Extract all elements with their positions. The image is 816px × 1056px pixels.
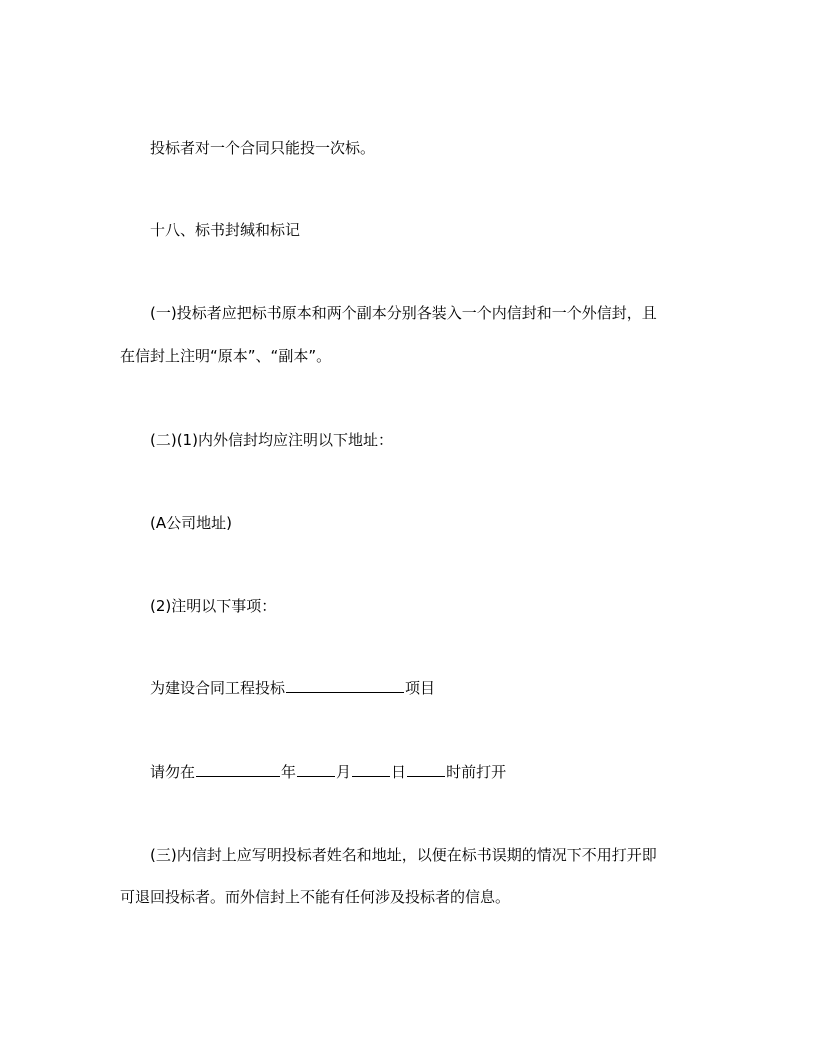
paragraph-single-bid: 投标者对一个合同只能投一次标。 [150,139,376,157]
paragraph-inner-envelope-line2: 可退回投标者。而外信封上不能有任何涉及投标者的信息。 [120,888,511,906]
do-not-open-line [150,762,506,782]
company-address: (A公司地址) [150,514,232,532]
paragraph-address-note: (二)(1)内外信封均应注明以下地址： [150,431,393,449]
paragraph-envelopes-line1: (一)投标者应把标书原本和两个副本分别各装入一个内信封和一个外信封，且 [150,304,657,322]
section-heading: 十八、标书封缄和标记 [150,221,301,239]
paragraph-items-note: (2)注明以下事项： [150,597,277,615]
day-label: 日 [391,763,407,781]
year-label: 年 [281,763,297,781]
do-not-open-prefix: 请勿在 [150,763,196,781]
bid-project-prefix: 为建设合同工程投标 [150,679,286,697]
hour-blank [407,762,445,777]
do-not-open-suffix: 时前打开 [446,763,507,781]
project-name-blank [286,678,404,693]
paragraph-envelopes-line2: 在信封上注明“原本”、“副本”。 [120,347,332,365]
year-blank [196,762,280,777]
bid-project-suffix: 项目 [405,679,436,697]
month-label: 月 [336,763,352,781]
day-blank [352,762,390,777]
month-blank [297,762,335,777]
bid-project-line [150,678,435,698]
paragraph-inner-envelope-line1: (三)内信封上应写明投标者姓名和地址，以便在标书误期的情况下不用打开即 [150,846,657,864]
